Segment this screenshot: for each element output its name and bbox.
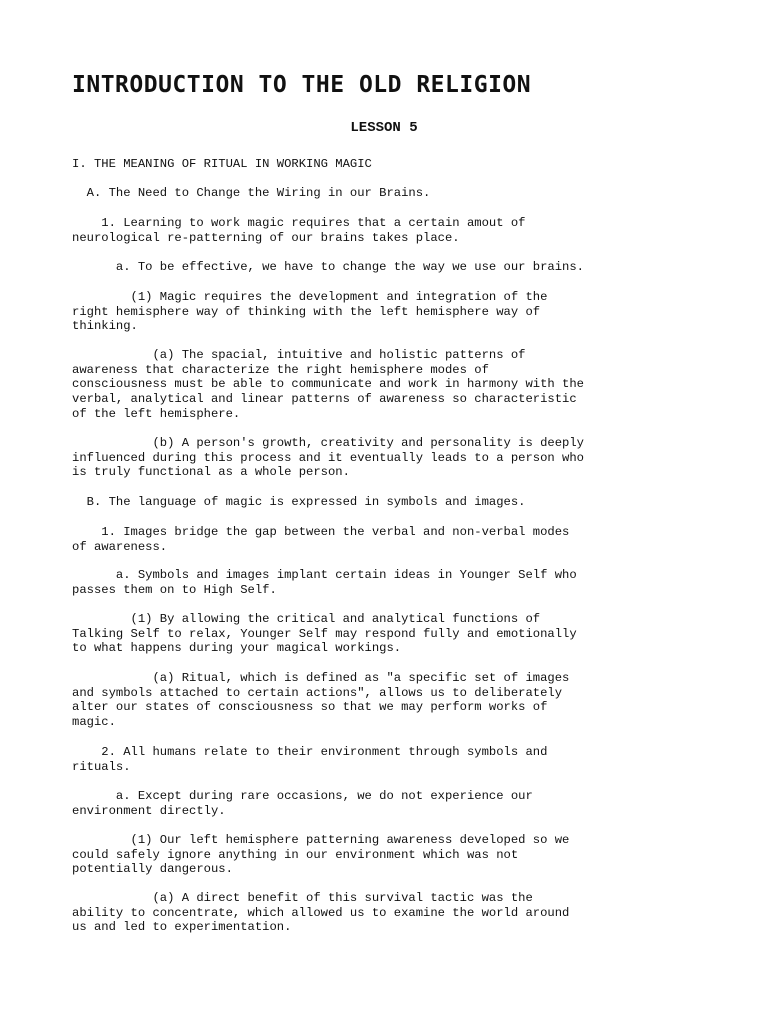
paragraph: 1. Images bridge the gap between the verbal and non-verbal modes of awareness.: [72, 525, 570, 554]
lesson-heading: LESSON 5: [350, 120, 418, 136]
paragraph: a. To be effective, we have to change the way we use our brains.: [72, 260, 584, 274]
paragraph: 1. Learning to work magic requires that a certain amout of neurological re-patterning of our brains takes place.: [72, 216, 526, 245]
paragraph: a. Except during rare occasions, we do not experience our environment directly.: [72, 789, 533, 818]
paragraph: 2. All humans relate to their environment through symbols and rituals.: [72, 745, 548, 774]
paragraph: (1) By allowing the critical and analytical functions of Talking Self to relax, Younger Self may respond fully and emotionally to what happens during your magical workings.: [72, 612, 577, 656]
paragraph: (1) Magic requires the development and integration of the right hemisphere way of thinking with the left hemisphere way of thinking.: [72, 290, 548, 334]
document-title: INTRODUCTION TO THE OLD RELIGION: [72, 72, 532, 98]
paragraph: (a) A direct benefit of this survival tactic was the ability to concentrate, which allowed us to examine the world around us and led to experimentation.: [72, 891, 570, 935]
paragraph: (b) A person's growth, creativity and personality is deeply influenced during this process and it eventually leads to a person who is truly functional as a whole person.: [72, 436, 584, 480]
paragraph: (1) Our left hemisphere patterning awareness developed so we could safely ignore anything in our environment which was not potentially dangerous.: [72, 833, 570, 877]
subsection-a: A. The Need to Change the Wiring in our Brains.: [72, 186, 431, 200]
paragraph: (a) Ritual, which is defined as "a specific set of images and symbols attached to certain actions", allows us to deliberately alter our states of consciousness so that we may perform works of magic.: [72, 671, 570, 730]
paragraph: a. Symbols and images implant certain ideas in Younger Self who passes them on to High Self.: [72, 568, 577, 597]
subsection-b: B. The language of magic is expressed in symbols and images.: [72, 495, 526, 509]
paragraph: (a) The spacial, intuitive and holistic patterns of awareness that characterize the right hemisphere modes of consciousness must be able to communicate and work in harmony with the verbal, analytical and linear patterns of awareness so characteristic of the left hemisphere.: [72, 348, 584, 421]
section-heading: I. THE MEANING OF RITUAL IN WORKING MAGIC: [72, 157, 372, 171]
